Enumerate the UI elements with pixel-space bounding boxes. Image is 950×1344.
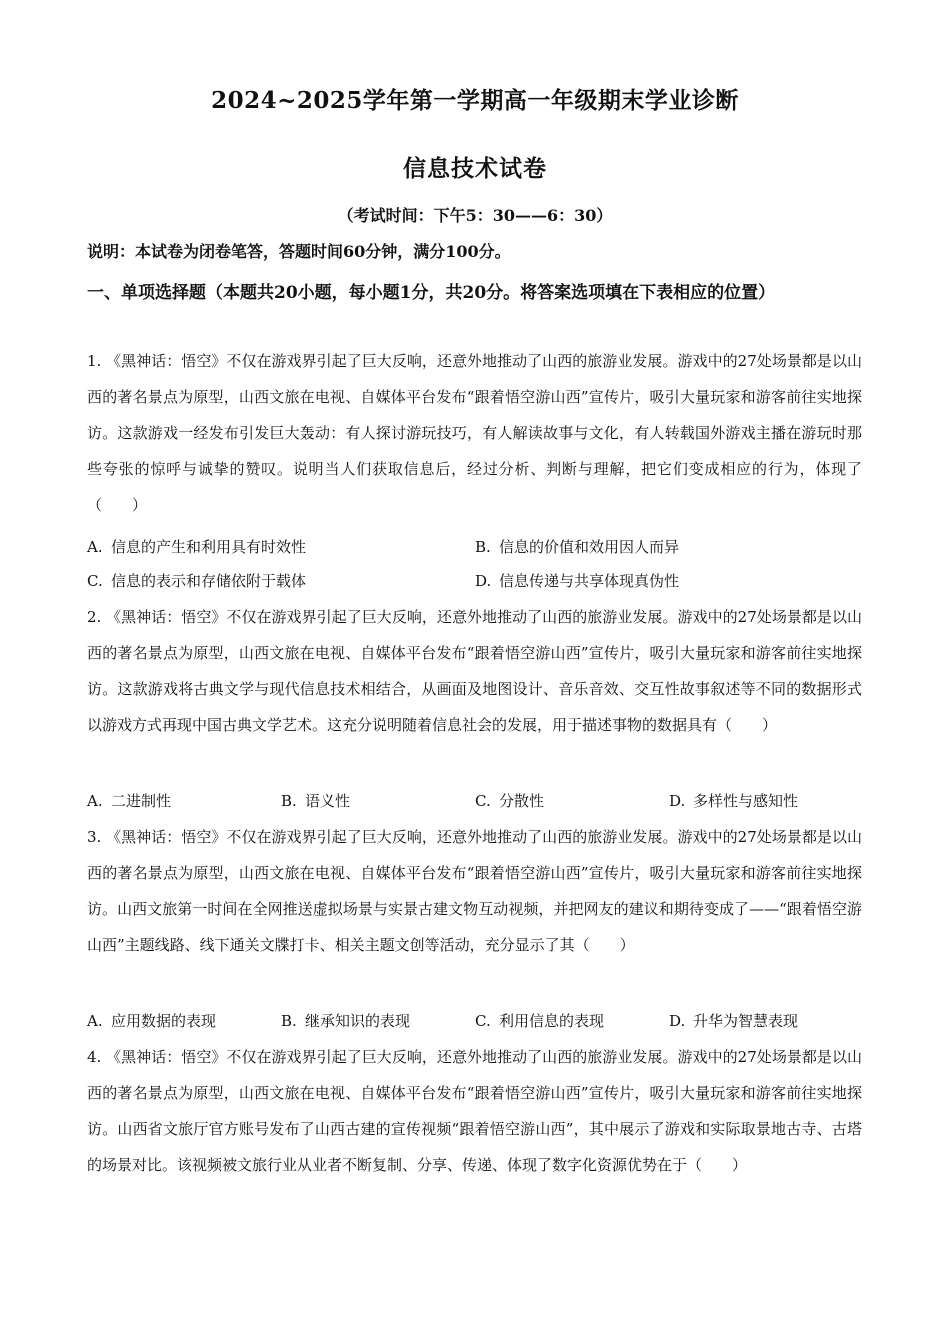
- question-1-option-c: [87, 571, 306, 591]
- option-text: 多样性与感知性: [693, 792, 799, 810]
- question-3-text: 3. 《黑神话：悟空》不仅在游戏界引起了巨大反响，还意外地推动了山西的旅游业发展。游戏中的27处场景都是以山西的著名景点为原型，山西文旅在电视、自媒体平台发布“跟着悟空游山西”宣传片，吸引大量玩家和游客前往实地探访。山西文旅第一时间在全网推送虚拟场景与实景古建文物互动视频，并把网友的建议和期待变成了——“跟着悟空游山西”主题线路、线下通关文牒打卡、相关主题文创等活动，充分显示了其（ ）: [87, 828, 862, 954]
- option-text: 分散性: [499, 792, 545, 810]
- option-text: 利用信息的表现: [499, 1012, 605, 1030]
- question-1-option-a: [87, 537, 306, 557]
- option-label: A.: [87, 792, 103, 810]
- option-text: 语义性: [305, 792, 351, 810]
- exam-time: （考试时间：下午5：30——6：30）: [337, 206, 613, 225]
- question-2-text: 2. 《黑神话：悟空》不仅在游戏界引起了巨大反响，还意外地推动了山西的旅游业发展。游戏中的27处场景都是以山西的著名景点为原型，山西文旅在电视、自媒体平台发布“跟着悟空游山西”宣传片，吸引大量玩家和游客前往实地探访。这款游戏将古典文学与现代信息技术相结合，从画面及地图设计、音乐音效、交互性故事叙述等不同的数据形式以游戏方式再现中国古典文学艺术。这充分说明随着信息社会的发展，用于描述事物的数据具有（ ）: [87, 608, 862, 734]
- option-label: B.: [475, 538, 491, 556]
- question-3-option-a: [87, 1011, 216, 1031]
- exam-subtitle: 信息技术试卷: [403, 155, 547, 182]
- option-label: C.: [87, 572, 103, 590]
- section-heading: 一、单项选择题（本题共20小题，每小题1分，共20分。将答案选项填在下表相应的位置）: [87, 283, 776, 303]
- option-label: D.: [475, 572, 492, 590]
- question-1-text: 1. 《黑神话：悟空》不仅在游戏界引起了巨大反响，还意外地推动了山西的旅游业发展。游戏中的27处场景都是以山西的著名景点为原型，山西文旅在电视、自媒体平台发布“跟着悟空游山西”宣传片，吸引大量玩家和游客前往实地探访。这款游戏一经发布引发巨大轰动：有人探讨游玩技巧，有人解读故事与文化，有人转载国外游戏主播在游玩时那些夸张的惊呼与诚挚的赞叹。说明当人们获取信息后，经过分析、判断与理解，把它们变成相应的行为，体现了（ ）: [87, 352, 862, 514]
- option-label: C.: [475, 1012, 491, 1030]
- option-text: 信息的产生和利用具有时效性: [111, 538, 307, 556]
- question-2-option-d: [669, 791, 798, 811]
- option-label: A.: [87, 1012, 103, 1030]
- option-label: D.: [669, 792, 686, 810]
- option-label: A.: [87, 538, 103, 556]
- option-label: D.: [669, 1012, 686, 1030]
- option-label: B.: [281, 1012, 297, 1030]
- question-4-text: 4. 《黑神话：悟空》不仅在游戏界引起了巨大反响，还意外地推动了山西的旅游业发展。游戏中的27处场景都是以山西的著名景点为原型，山西文旅在电视、自媒体平台发布“跟着悟空游山西”宣传片，吸引大量玩家和游客前往实地探访。山西省文旅厅官方账号发布了山西古建的宣传视频“跟着悟空游山西”，其中展示了游戏和实际取景地古寺、古塔的场景对比。该视频被文旅行业从业者不断复制、分享、传递、体现了数字化资源优势在于（ ）: [87, 1048, 862, 1174]
- question-3-option-c: [475, 1011, 604, 1031]
- option-text: 升华为智慧表现: [693, 1012, 799, 1030]
- exam-instructions: 说明：本试卷为闭卷笔答，答题时间60分钟，满分100分。: [87, 242, 511, 261]
- question-2-option-c: [475, 791, 544, 811]
- option-label: B.: [281, 792, 297, 810]
- option-text: 应用数据的表现: [111, 1012, 217, 1030]
- option-text: 信息的价值和效用因人而异: [499, 538, 680, 556]
- option-text: 二进制性: [111, 792, 172, 810]
- question-1-option-d: [475, 571, 679, 591]
- question-2-option-a: [87, 791, 171, 811]
- exam-title: 2024~2025学年第一学期高一年级期末学业诊断: [211, 87, 739, 114]
- option-text: 信息的表示和存储依附于载体: [111, 572, 307, 590]
- question-3-option-b: [281, 1011, 410, 1031]
- option-text: 信息传递与共享体现真伪性: [499, 572, 680, 590]
- option-text: 继承知识的表现: [305, 1012, 411, 1030]
- question-2-option-b: [281, 791, 350, 811]
- option-label: C.: [475, 792, 491, 810]
- question-1-option-b: [475, 537, 679, 557]
- question-3-option-d: [669, 1011, 798, 1031]
